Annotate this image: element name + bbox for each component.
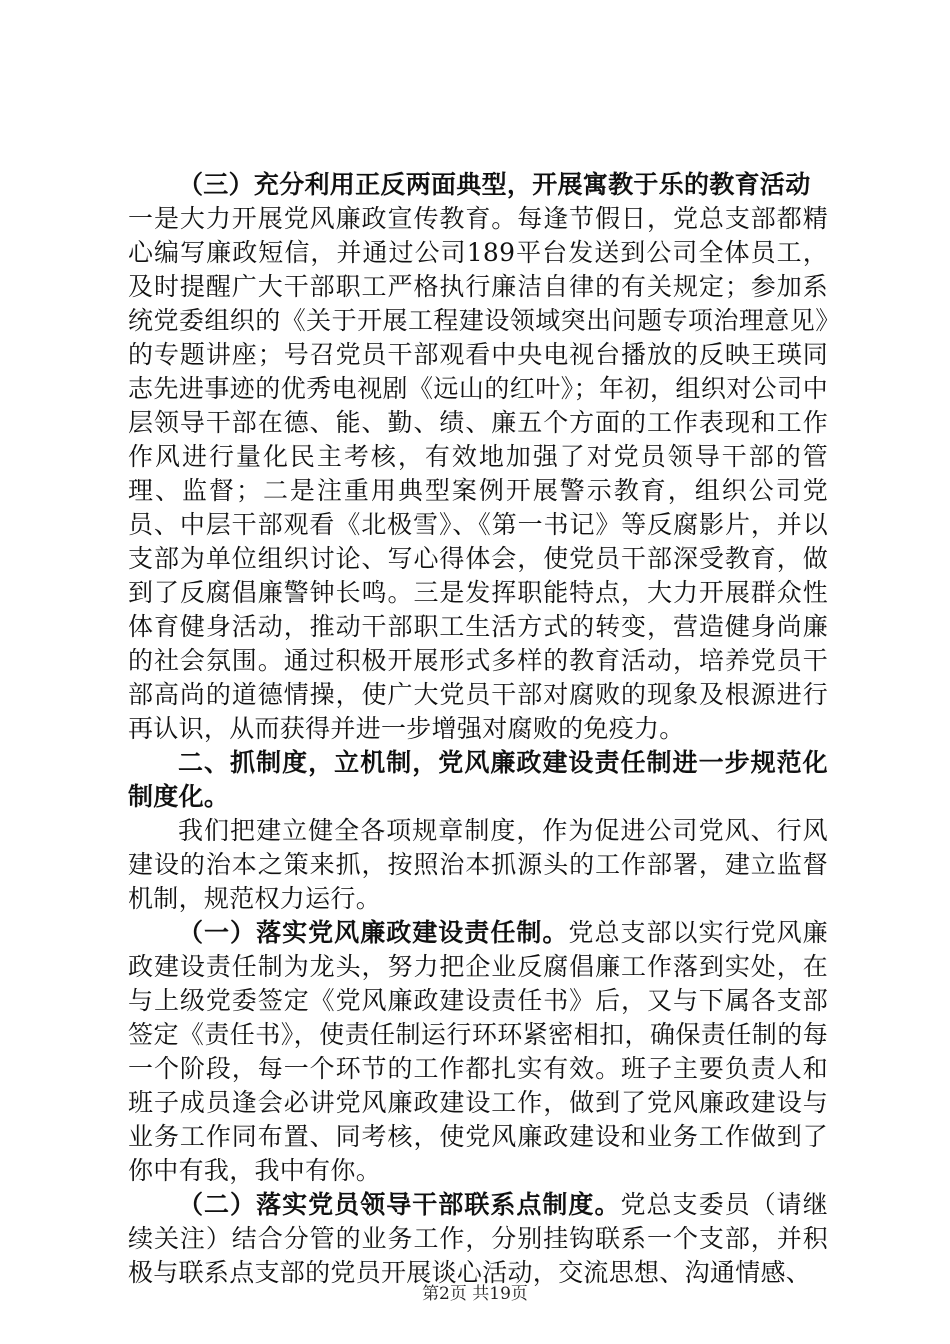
- sub1-body: 党总支部以实行党风廉政建设责任制为龙头，努力把企业反腐倡廉工作落到实处，在与上级党委签定《党风廉政建设责任书》后，又与下属各支部签定《责任书》，使责任制运行环环紧密相扣，确保责任制的每一个阶段，每一个环节的工作都扎实有效。班子主要负责人和班子成员逢会必讲党风廉政建设工作，做到了党风廉政建设与业务工作同布置、同考核，使党风廉政建设和业务工作做到了你中有我，我中有你。: [128, 918, 828, 1185]
- paragraph-intro: 我们把建立健全各项规章制度，作为促进公司党风、行风建设的治本之策来抓，按照治本抓源头的工作部署，建立监督机制，规范权力运行。: [128, 816, 828, 913]
- page-footer: 第2页 共19页: [422, 1284, 528, 1304]
- paragraph-sub2: [128, 1188, 828, 1290]
- sub1-title: （一）落实党风廉政建设责任制。: [178, 918, 569, 947]
- section-heading-3: （三）充分利用正反两面典型，开展寓教于乐的教育活动: [178, 170, 811, 199]
- paragraph-sub1: [128, 916, 828, 1188]
- document-body: [128, 168, 828, 1290]
- sub2-body: 党总支委员（请继续关注）结合分管的业务工作，分别挂钩联系一个支部，并积极与联系点支部的党员开展谈心活动，交流思想、沟通情感、: [128, 1190, 829, 1287]
- section-heading-2: 二、抓制度，立机制，党风廉政建设责任制进一步规范化制度化。: [128, 748, 828, 811]
- paragraph-education: 一是大力开展党风廉政宣传教育。每逢节假日，党总支部都精心编写廉政短信，并通过公司189平台发送到公司全体员工，及时提醒广大干部职工严格执行廉洁自律的有关规定；参加系统党委组织的《关于开展工程建设领域突出问题专项治理意见》的专题讲座；号召党员干部观看中央电视台播放的反映王瑛同志先进事迹的优秀电视剧《远山的红叶》；年初，组织对公司中层领导干部在德、能、勤、绩、廉五个方面的工作表现和工作作风进行量化民主考核，有效地加强了对党员领导干部的管理、监督；二是注重用典型案例开展警示教育，组织公司党员、中层干部观看《北极雪》、《第一书记》等反腐影片，并以支部为单位组织讨论、写心得体会，使党员干部深受教育，做到了反腐倡廉警钟长鸣。三是发挥职能特点，大力开展群众性体育健身活动，推动干部职工生活方式的转变，营造健身尚廉的社会氛围。通过积极开展形式多样的教育活动，培养党员干部高尚的道德情操，使广大党员干部对腐败的现象及根源进行再认识，从而获得并进一步增强对腐败的免疫力。: [128, 204, 828, 743]
- sub2-title: （二）落实党员领导干部联系点制度。: [178, 1190, 621, 1219]
